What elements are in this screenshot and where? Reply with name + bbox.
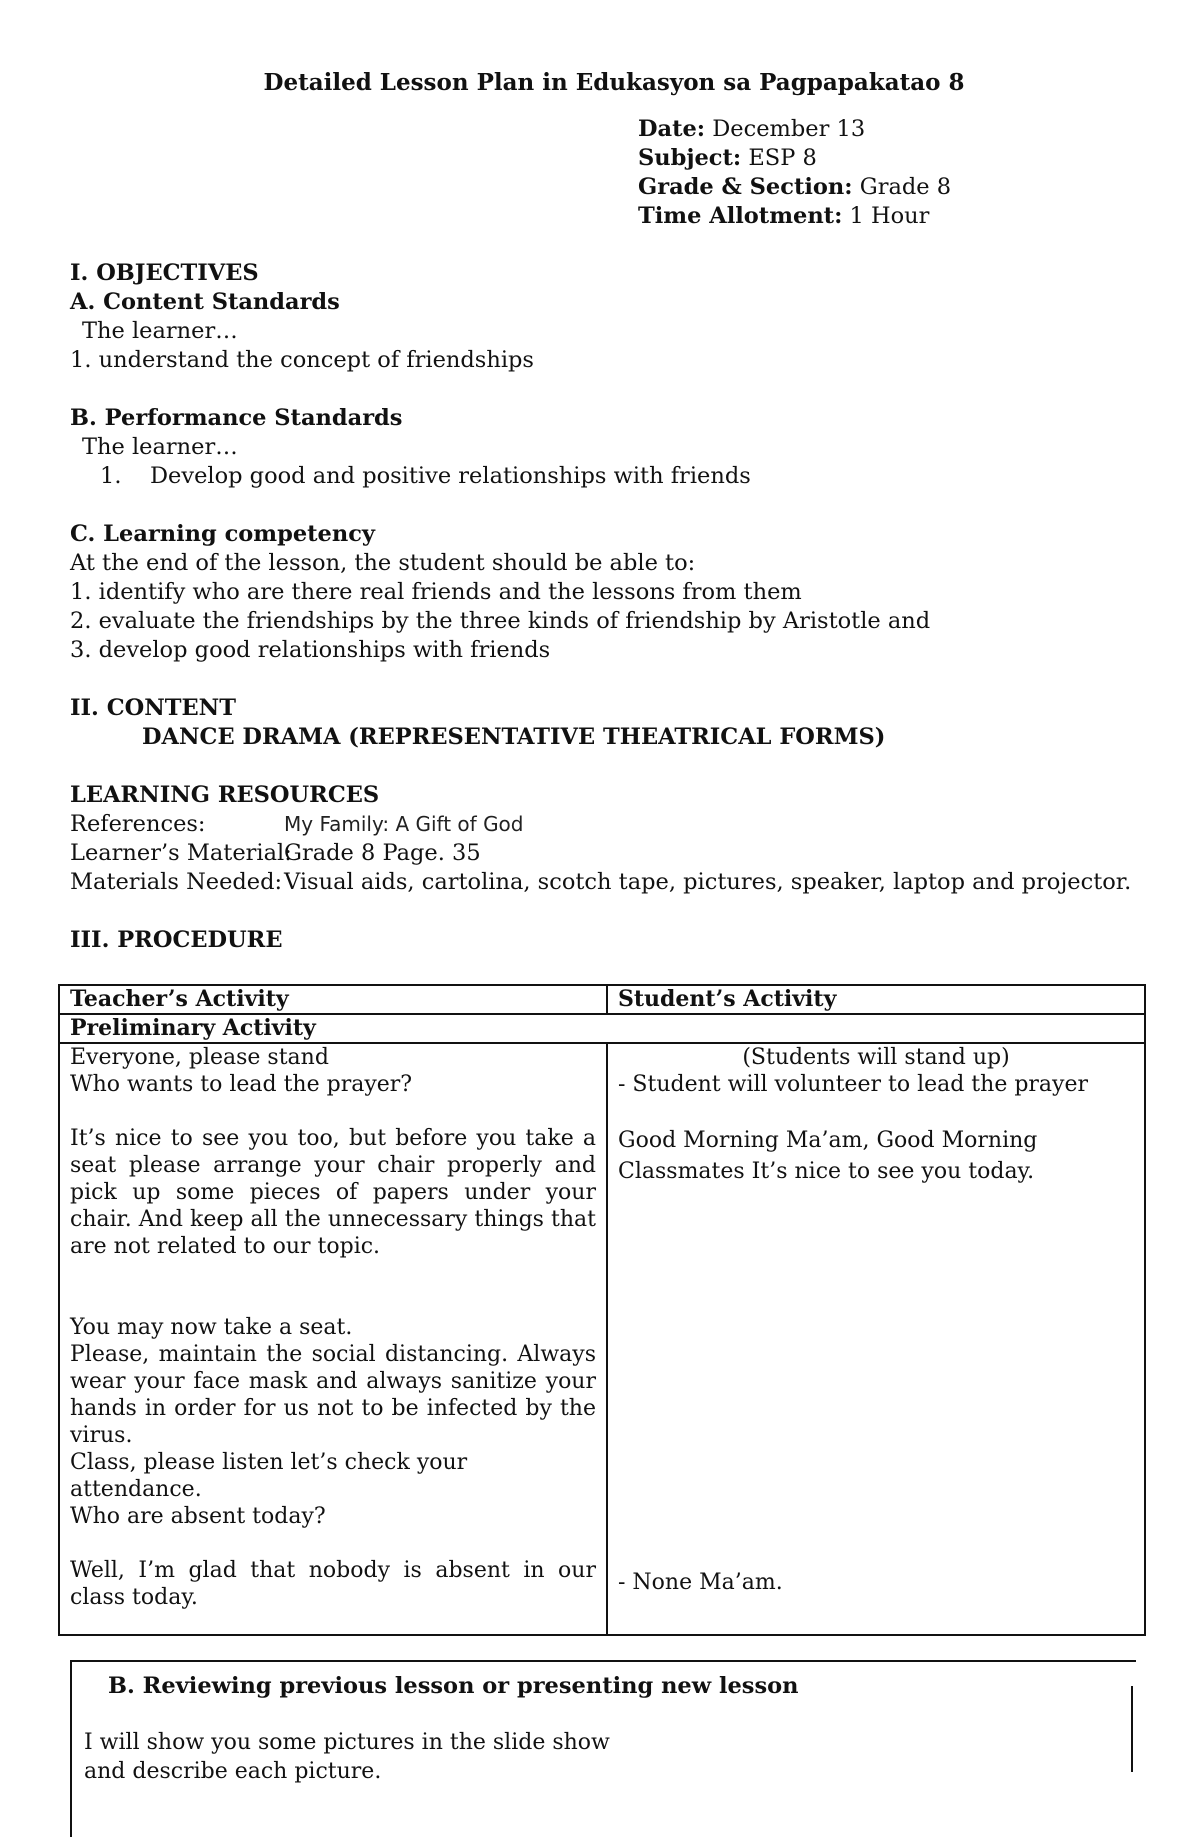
review-heading: B. Reviewing previous lesson or presenting new lesson [108, 1673, 799, 1699]
teacher-paragraph: Well, I’m glad that nobody is absent in our class today. [70, 1558, 596, 1610]
meta-value: December 13 [712, 116, 866, 142]
teacher-column-header: Teacher’s Activity [59, 985, 607, 1014]
content-standards-intro: The learner… [82, 318, 238, 344]
lesson-meta [638, 115, 951, 231]
resources-heading: LEARNING RESOURCES [70, 782, 380, 808]
resource-value: My Family: A Gift of God [284, 812, 524, 836]
meta-value: ESP 8 [748, 145, 817, 171]
item-number: 1. [100, 463, 122, 489]
learning-competency-item: 2. evaluate the friendships by the three kinds of friendship by Aristotle and [70, 608, 931, 634]
performance-standards-intro: The learner… [82, 434, 238, 460]
resource-value: Visual aids, cartolina, scotch tape, pictures, speaker, laptop and projector. [284, 869, 1132, 895]
resource-label: References: [70, 811, 206, 837]
content-heading: II. CONTENT [70, 695, 236, 721]
teacher-paragraph: It’s nice to see you too, but before you take a seat please arrange your chair properly and pick up some pieces of papers under your chair. And keep all the unnecessary things that are not related to our topic. [70, 1126, 596, 1259]
teacher-line: Class, please listen let’s check your attendance. [70, 1450, 468, 1502]
table-header-row [59, 985, 1145, 1014]
procedure-heading: III. PROCEDURE [70, 927, 283, 953]
meta-grade-section [638, 173, 951, 202]
lesson-body [70, 259, 1150, 955]
teacher-line: Everyone, please stand [70, 1045, 329, 1070]
student-column-header: Student’s Activity [607, 985, 1145, 1014]
review-section [70, 1660, 1136, 1837]
teacher-paragraph: Please, maintain the social distancing. Always wear your face mask and always sanitize your hands in order for us not to be infected by the virus. [70, 1342, 596, 1448]
student-paragraph: Good Morning Ma’am, Good Morning Classmates It’s nice to see you today. [618, 1128, 1038, 1184]
learning-competency-intro: At the end of the lesson, the student should be able to: [70, 550, 696, 576]
meta-value: 1 Hour [849, 203, 930, 229]
content-standards-heading: A. Content Standards [70, 289, 340, 315]
table-section-row [59, 1014, 1145, 1043]
review-border-right [1131, 1686, 1133, 1772]
learning-competency-item: 1. identify who are there real friends and the lessons from them [70, 579, 802, 605]
student-activity-cell [607, 1043, 1145, 1635]
item-text: Develop good and positive relationships with friends [150, 463, 751, 489]
page-title: Detailed Lesson Plan in Edukasyon sa Pagpapakatao 8 [263, 69, 965, 96]
performance-standards-item [70, 462, 1150, 491]
teacher-line: Who wants to lead the prayer? [70, 1072, 413, 1097]
student-line: (Students will stand up) [742, 1045, 1010, 1070]
meta-time-allotment [638, 202, 951, 231]
review-line: I will show you some pictures in the slide show [84, 1730, 610, 1755]
meta-value: Grade 8 [859, 174, 952, 200]
resource-row-materials-needed [70, 868, 1150, 897]
resource-value: Grade 8 Page. 35 [284, 840, 481, 866]
meta-subject [638, 144, 951, 173]
teacher-line: Who are absent today? [70, 1504, 326, 1529]
meta-label: Subject: [638, 145, 742, 171]
review-text [84, 1728, 610, 1786]
content-standards-item: 1. understand the concept of friendships [70, 347, 534, 373]
resource-label: Materials Needed: [70, 869, 283, 895]
table-row [59, 1043, 1145, 1635]
review-line: and describe each picture. [84, 1759, 382, 1784]
learning-competency-item: 3. develop good relationships with friends [70, 637, 551, 663]
meta-label: Date: [638, 116, 706, 142]
resource-row-references [70, 810, 1150, 839]
resource-label: Learner’s Material: [70, 840, 292, 866]
teacher-activity-cell [59, 1043, 607, 1635]
content-topic: DANCE DRAMA (REPRESENTATIVE THEATRICAL FORMS) [142, 724, 886, 750]
section-label: Preliminary Activity [59, 1014, 1145, 1043]
objectives-heading: I. OBJECTIVES [70, 260, 259, 286]
performance-standards-heading: B. Performance Standards [70, 405, 403, 431]
teacher-line: You may now take a seat. [70, 1315, 353, 1340]
student-line: - None Ma’am. [618, 1570, 783, 1595]
meta-date [638, 115, 951, 144]
meta-label: Time Allotment: [638, 203, 843, 229]
procedure-table [58, 984, 1146, 1636]
student-line: - Student will volunteer to lead the prayer [618, 1072, 1089, 1097]
meta-label: Grade & Section: [638, 174, 853, 200]
learning-competency-heading: C. Learning competency [70, 521, 375, 547]
resource-row-learners-material [70, 839, 1150, 868]
